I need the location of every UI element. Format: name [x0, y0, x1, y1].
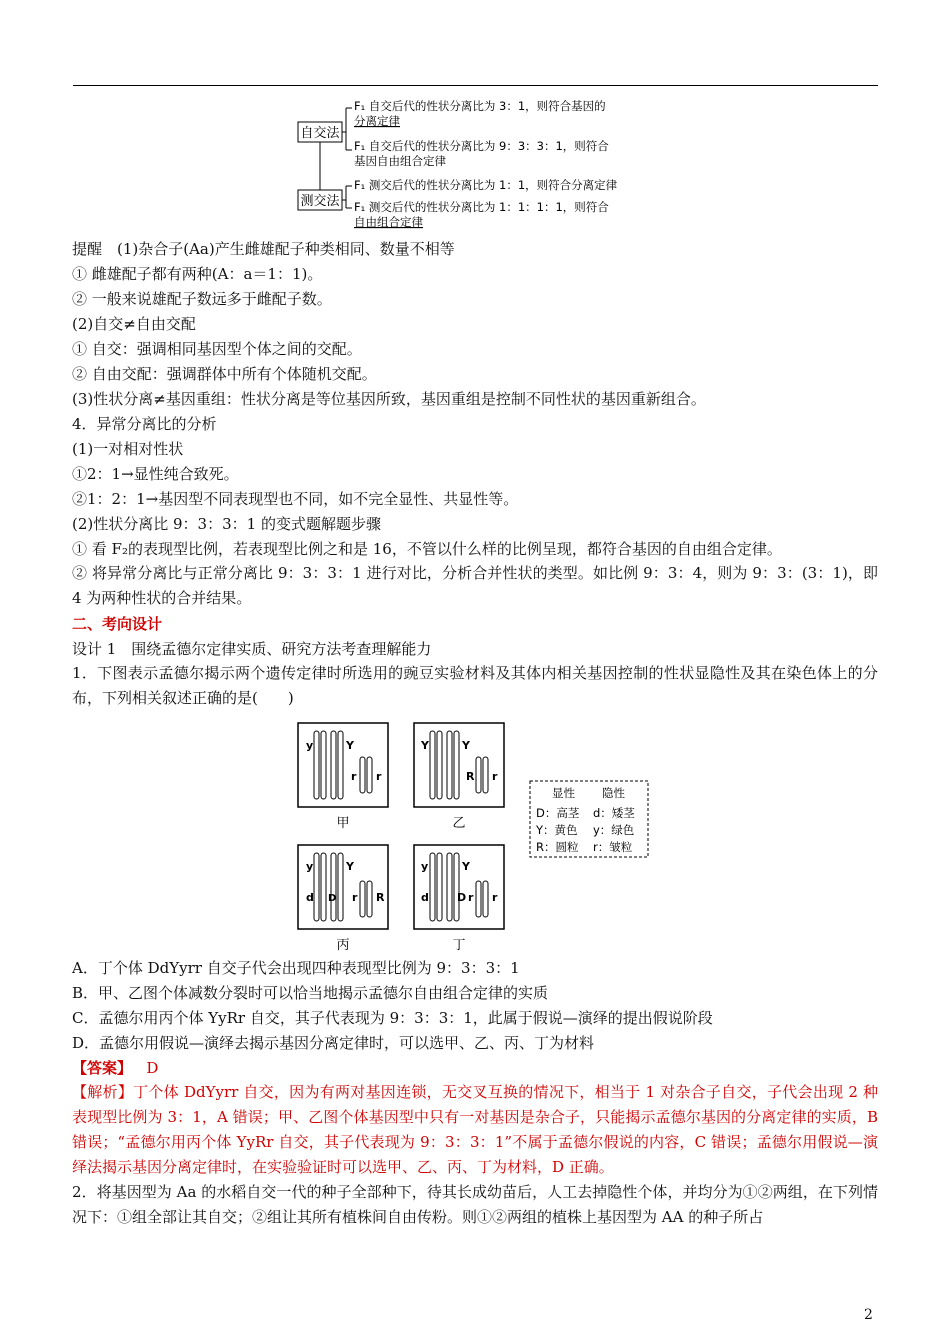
svg-text:y: y: [306, 739, 314, 752]
svg-text:r: r: [492, 770, 498, 783]
svg-text:d: d: [306, 891, 314, 904]
branch-1-line2: 分离定律: [354, 114, 400, 128]
heading-4-2: (2)性状分离比 9：3：3：1 的变式题解题步骤: [72, 515, 381, 533]
branch-4-line2: 自由组合定律: [354, 215, 423, 229]
panel-label-ding: 丁: [452, 938, 466, 953]
test-cross-label: 测交法: [300, 194, 340, 209]
tip-2a: ① 自交：强调相同基因型个体之间的交配。: [72, 340, 362, 358]
page-number: 2: [864, 1307, 873, 1323]
question-2: 2．将基因型为 Aa 的水稻自交一代的种子全部种下，待其长成幼苗后，人工去掉隐性个体，并均分为①②两组，在下列情况下：①组全部让其自交；②组让其所有植株间自由传粉。则①②两组的植株上基因型为 AA 的种子所占: [72, 1183, 878, 1226]
option-c: C．孟德尔用丙个体 YyRr 自交，其子代表现为 9：3：3：1，此属于假说—演绎的提出假说阶段: [72, 1009, 713, 1027]
svg-text:Y: Y: [421, 739, 429, 752]
question-1: 1．下图表示孟德尔揭示两个遗传定律时所选用的豌豆实验材料及其体内相关基因控制的性状显隐性及其在染色体上的分布，下列相关叙述正确的是( ): [72, 664, 878, 707]
legend-dominant: 显性: [552, 786, 575, 800]
panel-label-bing: 丙: [336, 938, 350, 953]
answer-label: 【答案】: [72, 1059, 133, 1077]
tip-2: (2)自交≠自由交配: [72, 315, 196, 333]
option-d: D．孟德尔用假说—演绎去揭示基因分离定律时，可以选甲、乙、丙、丁为材料: [72, 1034, 595, 1052]
svg-text:R: R: [466, 770, 475, 783]
branch-2-line2: 基因自由组合定律: [354, 154, 446, 168]
design-1-title: 设计 1 围绕孟德尔定律实质、研究方法考查理解能力: [72, 640, 432, 658]
branch-4-line1: F₁ 测交后代的性状分离比为 1：1：1：1，则符合: [354, 200, 609, 214]
heading-4-1a: ①2：1→显性纯合致死。: [72, 465, 239, 483]
svg-text:r: r: [352, 891, 358, 904]
analysis: 【解析】丁个体 DdYyrr 自交，因为有两对基因连锁，无交叉互换的情况下，相当于 1 对杂合子自交，子代会出现 2 种表现型比例为 3：1，A 错误；甲、乙图个体基因型中只有一对基因是杂合子，只能揭示孟德尔基因的分离定律的实质，B 错误；“孟德尔用丙个体 YyRr 自交，其子代表现为 9：3：3：1”不属于孟德尔假说的内容，C 错误；孟德尔用假说—演绎法揭示基因分离定律时，在实验验证时可以选甲、乙、丙、丁为材料，D 正确。: [72, 1083, 878, 1176]
heading-4-1: (1)一对相对性状: [72, 440, 184, 458]
answer: [72, 1058, 158, 1078]
svg-text:r: r: [468, 891, 474, 904]
svg-text:D: D: [457, 891, 467, 904]
answer-value: D: [146, 1059, 159, 1077]
option-b: B．甲、乙图个体减数分裂时可以恰当地揭示孟德尔自由组合定律的实质: [72, 984, 549, 1002]
svg-text:Y：黄色: Y：黄色: [536, 823, 578, 837]
svg-text:r: r: [492, 891, 498, 904]
svg-text:d：矮茎: d：矮茎: [593, 806, 635, 820]
svg-text:D：高茎: D：高茎: [536, 806, 580, 820]
tip-3: (3)性状分离≠基因重组：性状分离是等位基因所致，基因重组是控制不同性状的基因重新组合。: [72, 390, 706, 408]
svg-text:r: r: [351, 770, 357, 783]
tip-1a: ① 雌雄配子都有两种(A：a＝1：1)。: [72, 265, 323, 283]
heading-4-2a: ① 看 F₂的表现型比例，若表现型比例之和是 16，不管以什么样的比例呈现，都符合基因的自由组合定律。: [72, 540, 782, 558]
branch-1-line1: F₁ 自交后代的性状分离比为 3：1，则符合基因的: [354, 99, 606, 113]
svg-text:R: R: [376, 891, 385, 904]
branch-3-line1: F₁ 测交后代的性状分离比为 1：1，则符合分离定律: [354, 178, 618, 192]
svg-text:r：皱粒: r：皱粒: [593, 840, 633, 854]
heading-4-1b: ②1：2：1→基因型不同表现型也不同，如不完全显性、共显性等。: [72, 490, 519, 508]
header-rule: [73, 85, 878, 86]
branch-2-line1: F₁ 自交后代的性状分离比为 9：3：3：1，则符合: [354, 139, 609, 153]
option-a: A．丁个体 DdYyrr 自交子代会出现四种表现型比例为 9：3：3：1: [72, 959, 520, 977]
svg-text:Y: Y: [462, 860, 470, 873]
section-heading: 二、考向设计: [72, 615, 163, 633]
panel-label-jia: 甲: [336, 816, 350, 831]
chromosome-diagram: [290, 715, 660, 955]
svg-text:y: y: [306, 860, 314, 873]
tip-title: 提醒 (1)杂合子(Aa)产生雌雄配子种类相同、数量不相等: [72, 240, 455, 258]
panel-label-yi: 乙: [452, 816, 466, 831]
tip-1b: ② 一般来说雄配子数远多于雌配子数。: [72, 290, 332, 308]
svg-text:D: D: [328, 893, 337, 904]
svg-text:r: r: [376, 770, 382, 783]
svg-text:d: d: [421, 891, 429, 904]
tip-2b: ② 自由交配：强调群体中所有个体随机交配。: [72, 365, 377, 383]
svg-text:Y: Y: [462, 739, 470, 752]
heading-4-2b: ② 将异常分离比与正常分离比 9：3：3：1 进行对比，分析合并性状的类型。如比例 9：3：4，则为 9：3：(3：1)，即 4 为两种性状的合并结果。: [72, 564, 878, 607]
svg-text:R：圆粒: R：圆粒: [536, 840, 579, 854]
method-diagram: [290, 92, 670, 232]
svg-text:Y: Y: [346, 739, 354, 752]
self-cross-label: 自交法: [300, 126, 340, 141]
svg-text:y: y: [421, 860, 429, 873]
heading-4: 4．异常分离比的分析: [72, 415, 217, 433]
svg-text:Y: Y: [346, 860, 354, 873]
legend-recessive: 隐性: [602, 786, 625, 800]
svg-text:y：绿色: y：绿色: [593, 823, 635, 837]
